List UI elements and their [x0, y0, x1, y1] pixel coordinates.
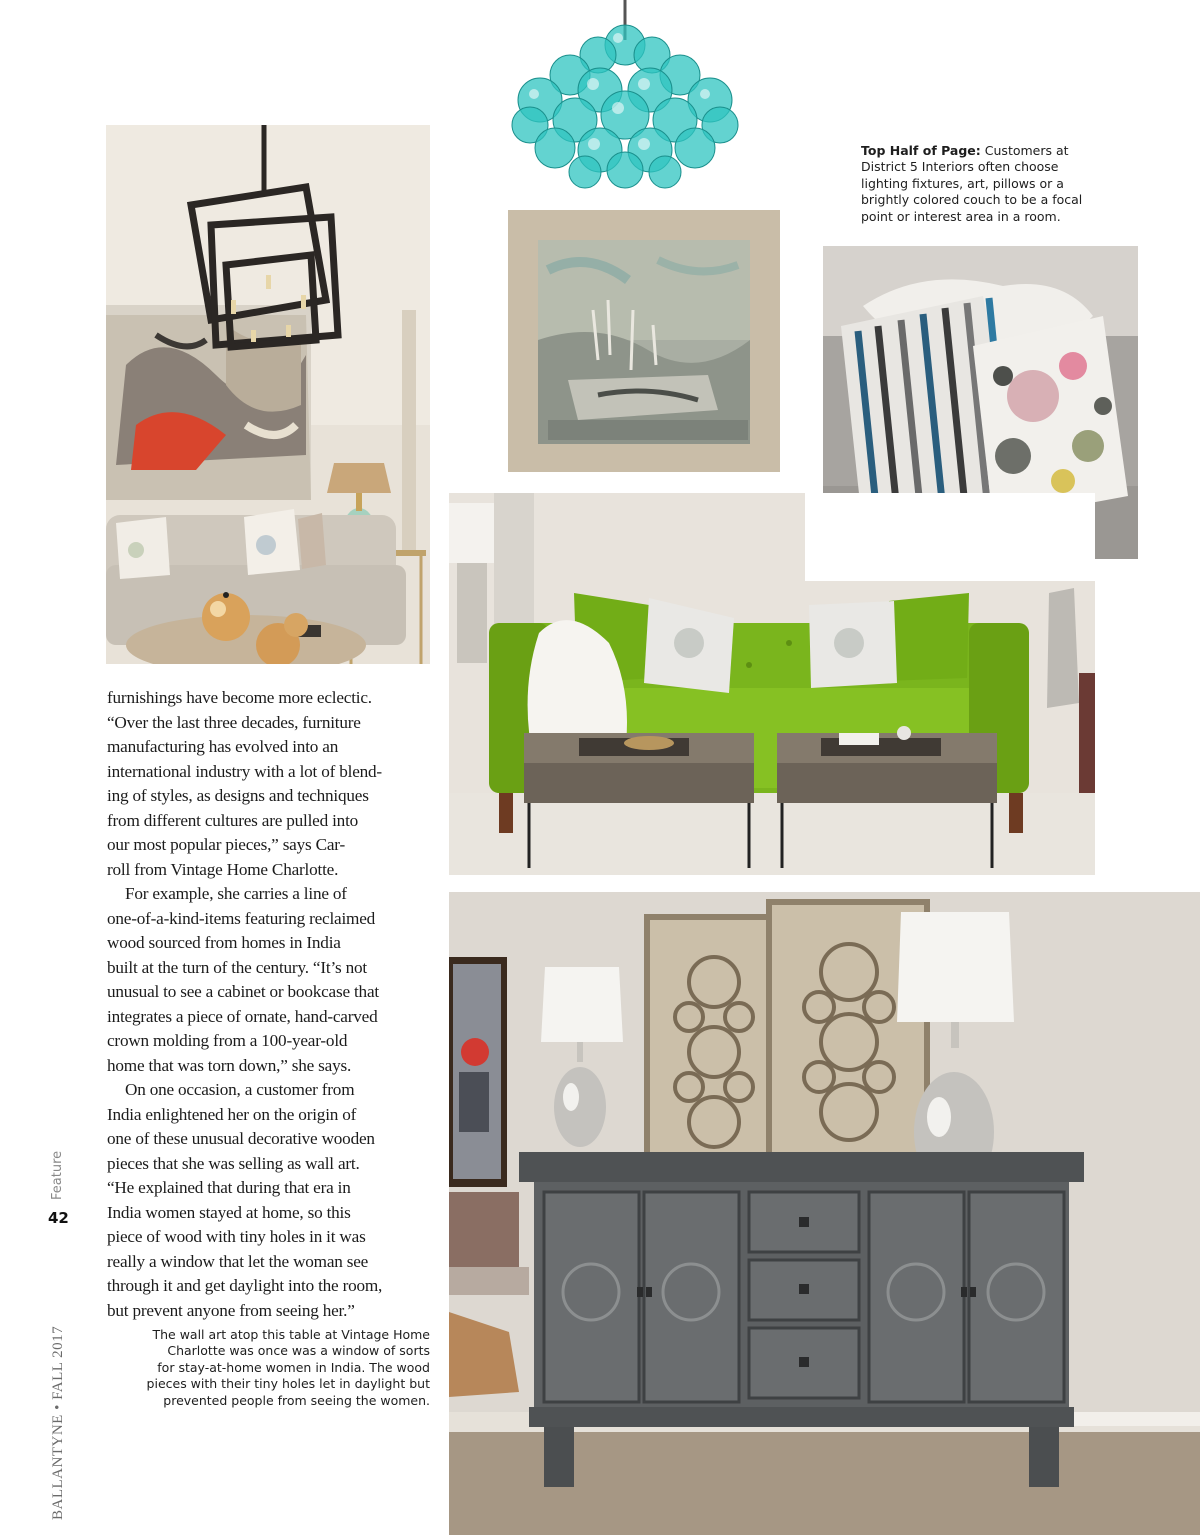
caption-top [861, 143, 1121, 225]
caption-top-line: point or interest area in a room. [861, 208, 1061, 224]
framed-art-photo [508, 210, 780, 472]
body-text-line: built at the turn of the century. “It’s not [107, 957, 367, 977]
body-text-line: one-of-a-kind-items featuring reclaimed [107, 908, 376, 928]
section-label: Feature [50, 1150, 65, 1200]
body-text-line: from different cultures are pulled into [107, 810, 359, 830]
body-text-line: integrates a piece of ornate, hand-carved [107, 1006, 378, 1026]
caption-bottom-line: pieces with their tiny holes let in daylight but [146, 1376, 430, 1392]
body-text-line: international industry with a lot of blend- [107, 761, 382, 781]
caption-bottom-line: The wall art atop this table at Vintage Home [152, 1327, 430, 1342]
publication-name: BALLANTYNE • FALL 2017 [50, 1325, 66, 1520]
body-text-line: one of these unusual decorative wooden [107, 1129, 375, 1148]
carved-cabinet-photo [449, 892, 1200, 1535]
body-text-line: crown molding from a 100-year-old [107, 1031, 348, 1050]
body-text-line: our most popular pieces,” says Car- [107, 835, 345, 854]
body-text-line: pieces that she was selling as wall art. [107, 1153, 360, 1173]
green-sofa-photo [449, 493, 1095, 875]
body-text-line: India enlightened her on the origin of [107, 1104, 357, 1124]
body-text-line: unusual to see a cabinet or bookcase that [107, 982, 379, 1001]
caption-top-line: brightly colored couch to be a focal [861, 192, 1083, 208]
body-text-line: manufacturing has evolved into an [107, 737, 339, 756]
body-text-line: “He explained that during that era in [107, 1178, 351, 1197]
caption-bottom [134, 1327, 430, 1409]
body-text-line: ing of styles, as designs and techniques [107, 786, 369, 805]
page-number: 42 [48, 1209, 69, 1227]
body-text-line: roll from Vintage Home Charlotte. [107, 859, 339, 879]
body-text-line: “Over the last three decades, furniture [107, 712, 361, 732]
body-text-line: but prevent anyone from seeing her.” [107, 1300, 355, 1320]
body-text-line: home that was torn down,” she says. [107, 1055, 352, 1075]
body-text-line: through it and get daylight into the room, [107, 1276, 383, 1295]
caption-top-line: Customers at [984, 143, 1069, 158]
body-text-line: On one occasion, a customer from [125, 1080, 355, 1099]
caption-top-line: District 5 Interiors often choose [861, 159, 1059, 175]
caption-bottom-line: prevented people from seeing the women. [163, 1392, 430, 1408]
article-body [107, 686, 437, 1323]
body-text-line: India women stayed at home, so this [107, 1202, 351, 1222]
folio [36, 1150, 86, 1520]
body-text-line: For example, she carries a line of [125, 884, 347, 903]
teal-chandelier-photo [500, 0, 750, 195]
caption-top-lead: Top Half of Page: [861, 143, 981, 158]
body-text-line: furnishings have become more eclectic. [107, 688, 372, 707]
caption-top-line: lighting fixtures, art, pillows or a [861, 175, 1064, 191]
body-text-line: wood sourced from homes in India [107, 933, 341, 952]
iron-chandelier-room-photo [106, 125, 430, 664]
caption-bottom-line: for stay-at-home women in India. The wood [157, 1359, 430, 1375]
caption-bottom-line: Charlotte was once was a window of sorts [167, 1343, 430, 1359]
body-text-line: really a window that let the woman see [107, 1251, 369, 1271]
body-text-line: piece of wood with tiny holes in it was [107, 1227, 366, 1246]
